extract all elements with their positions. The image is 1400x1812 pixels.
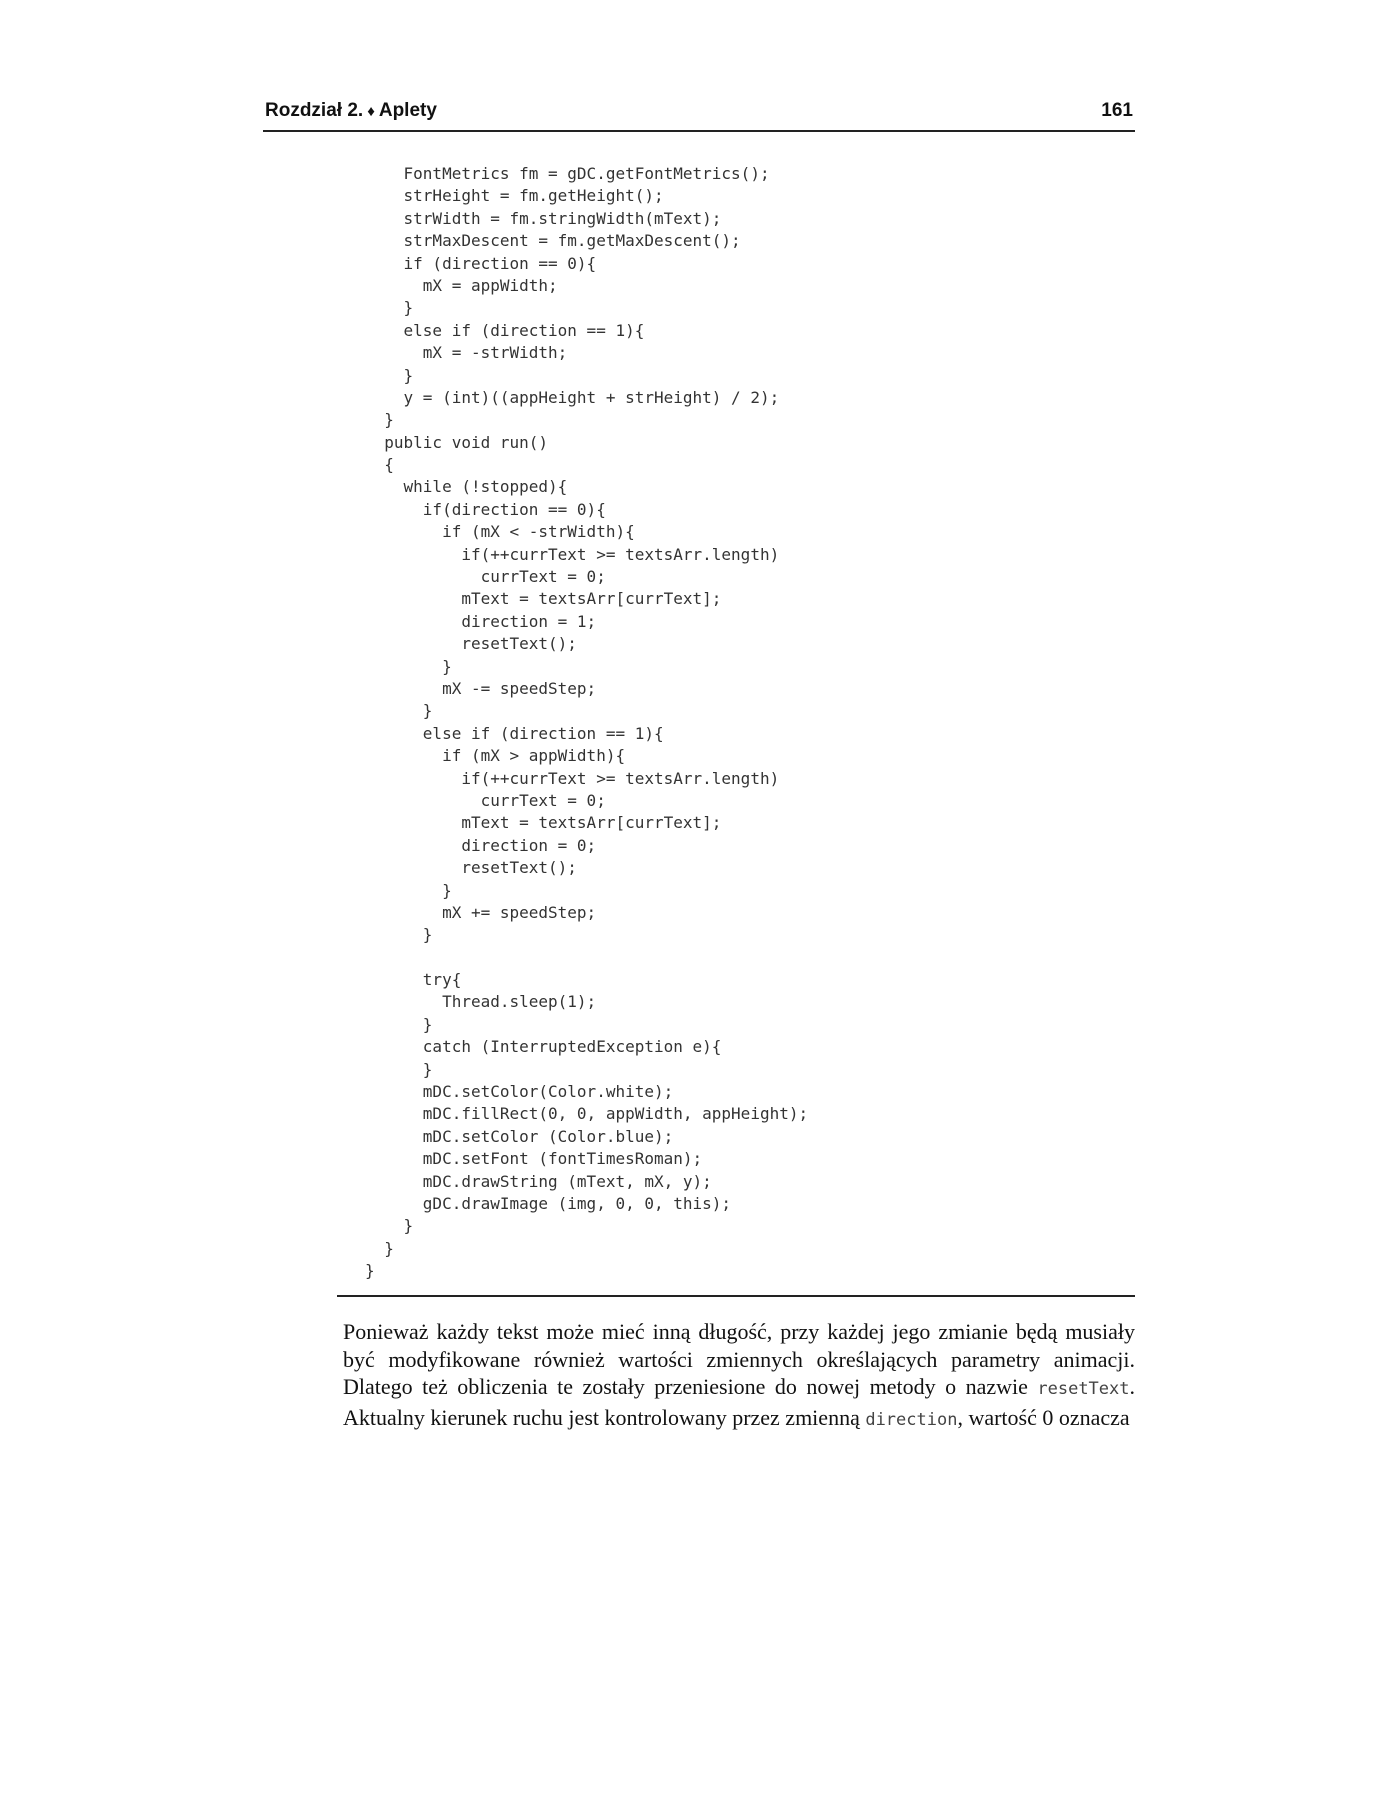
body-paragraph (343, 1318, 1135, 1434)
chapter-prefix: Rozdział 2. (265, 100, 364, 121)
code-line: direction = 1; (365, 611, 597, 631)
code-line: else if (direction == 1){ (365, 320, 645, 340)
code-line: if(direction == 0){ (365, 499, 606, 519)
code-line: direction = 0; (365, 835, 597, 855)
code-line: if (mX < -strWidth){ (365, 522, 635, 542)
code-line: FontMetrics fm = gDC.getFontMetrics(); (365, 164, 770, 183)
page-header (263, 98, 1135, 132)
code-line: else if (direction == 1){ (365, 723, 664, 743)
code-line: if (direction == 0){ (365, 253, 597, 273)
code-line: y = (int)((appHeight + strHeight) / 2); (365, 387, 780, 407)
code-line: Thread.sleep(1); (365, 992, 597, 1012)
code-line: } (365, 298, 414, 318)
code-line: public void run() (365, 432, 549, 452)
code-line: mX = appWidth; (365, 275, 558, 295)
code-line: strMaxDescent = fm.getMaxDescent(); (365, 231, 741, 251)
diamond-icon: ♦ (367, 103, 375, 120)
code-line: mX = -strWidth; (365, 343, 568, 363)
code-line: mDC.fillRect(0, 0, appWidth, appHeight); (365, 1104, 809, 1124)
code-line: } (365, 1261, 375, 1281)
inline-code-resettext: resetText (1037, 1379, 1130, 1399)
page-number: 161 (1101, 100, 1133, 121)
code-line: } (365, 1014, 433, 1034)
code-listing (365, 163, 808, 1283)
inline-code-direction: direction (865, 1409, 958, 1430)
code-line: currText = 0; (365, 567, 606, 587)
code-line: resetText(); (365, 858, 577, 878)
code-line: mText = textsArr[currText]; (365, 589, 722, 609)
code-line: } (365, 701, 433, 721)
code-line: } (365, 925, 433, 945)
code-line: mText = textsArr[currText]; (365, 813, 722, 833)
code-divider (337, 1295, 1135, 1297)
paragraph-text-2: . Aktualny kierunek ruchu jest kontrolowany przez zmienną (343, 1374, 1135, 1430)
code-line: } (365, 880, 452, 900)
code-line: catch (InterruptedException e){ (365, 1037, 722, 1057)
code-line: if(++currText >= textsArr.length) (365, 544, 780, 564)
code-line: } (365, 1238, 394, 1258)
code-line: if(++currText >= textsArr.length) (365, 768, 780, 788)
code-line: mDC.setColor(Color.white); (365, 1082, 674, 1102)
code-line: strWidth = fm.stringWidth(mText); (365, 208, 722, 228)
code-line: while (!stopped){ (365, 477, 568, 497)
code-line: resetText(); (365, 634, 577, 654)
code-line: mDC.drawString (mText, mX, y); (365, 1171, 712, 1191)
chapter-name: Aplety (378, 100, 437, 121)
code-line: } (365, 410, 394, 430)
code-line: gDC.drawImage (img, 0, 0, this); (365, 1193, 732, 1213)
code-line: } (365, 365, 414, 385)
paragraph-text-1: Ponieważ każdy tekst może mieć inną długość, przy każdej jego zmianie będą musiały być modyfikowane również wartości zmiennych określających parametry animacji. Dlatego też obliczenia te zostały przeniesione do nowej metody o nazwie (343, 1319, 1135, 1399)
paragraph-text-3: , wartość 0 oznacza (957, 1404, 1130, 1430)
code-line: mX -= speedStep; (365, 678, 597, 698)
code-line: mDC.setFont (fontTimesRoman); (365, 1149, 703, 1169)
code-line: } (365, 1216, 414, 1236)
code-line (365, 947, 808, 969)
code-line: currText = 0; (365, 790, 606, 810)
code-line: if (mX > appWidth){ (365, 746, 626, 766)
code-line: try{ (365, 970, 462, 990)
code-line: mX += speedStep; (365, 902, 597, 922)
code-line: } (365, 656, 452, 676)
code-line: } (365, 1059, 433, 1079)
code-line: mDC.setColor (Color.blue); (365, 1126, 674, 1146)
chapter-title (265, 100, 437, 122)
code-line: { (365, 455, 394, 475)
code-line: strHeight = fm.getHeight(); (365, 186, 664, 206)
